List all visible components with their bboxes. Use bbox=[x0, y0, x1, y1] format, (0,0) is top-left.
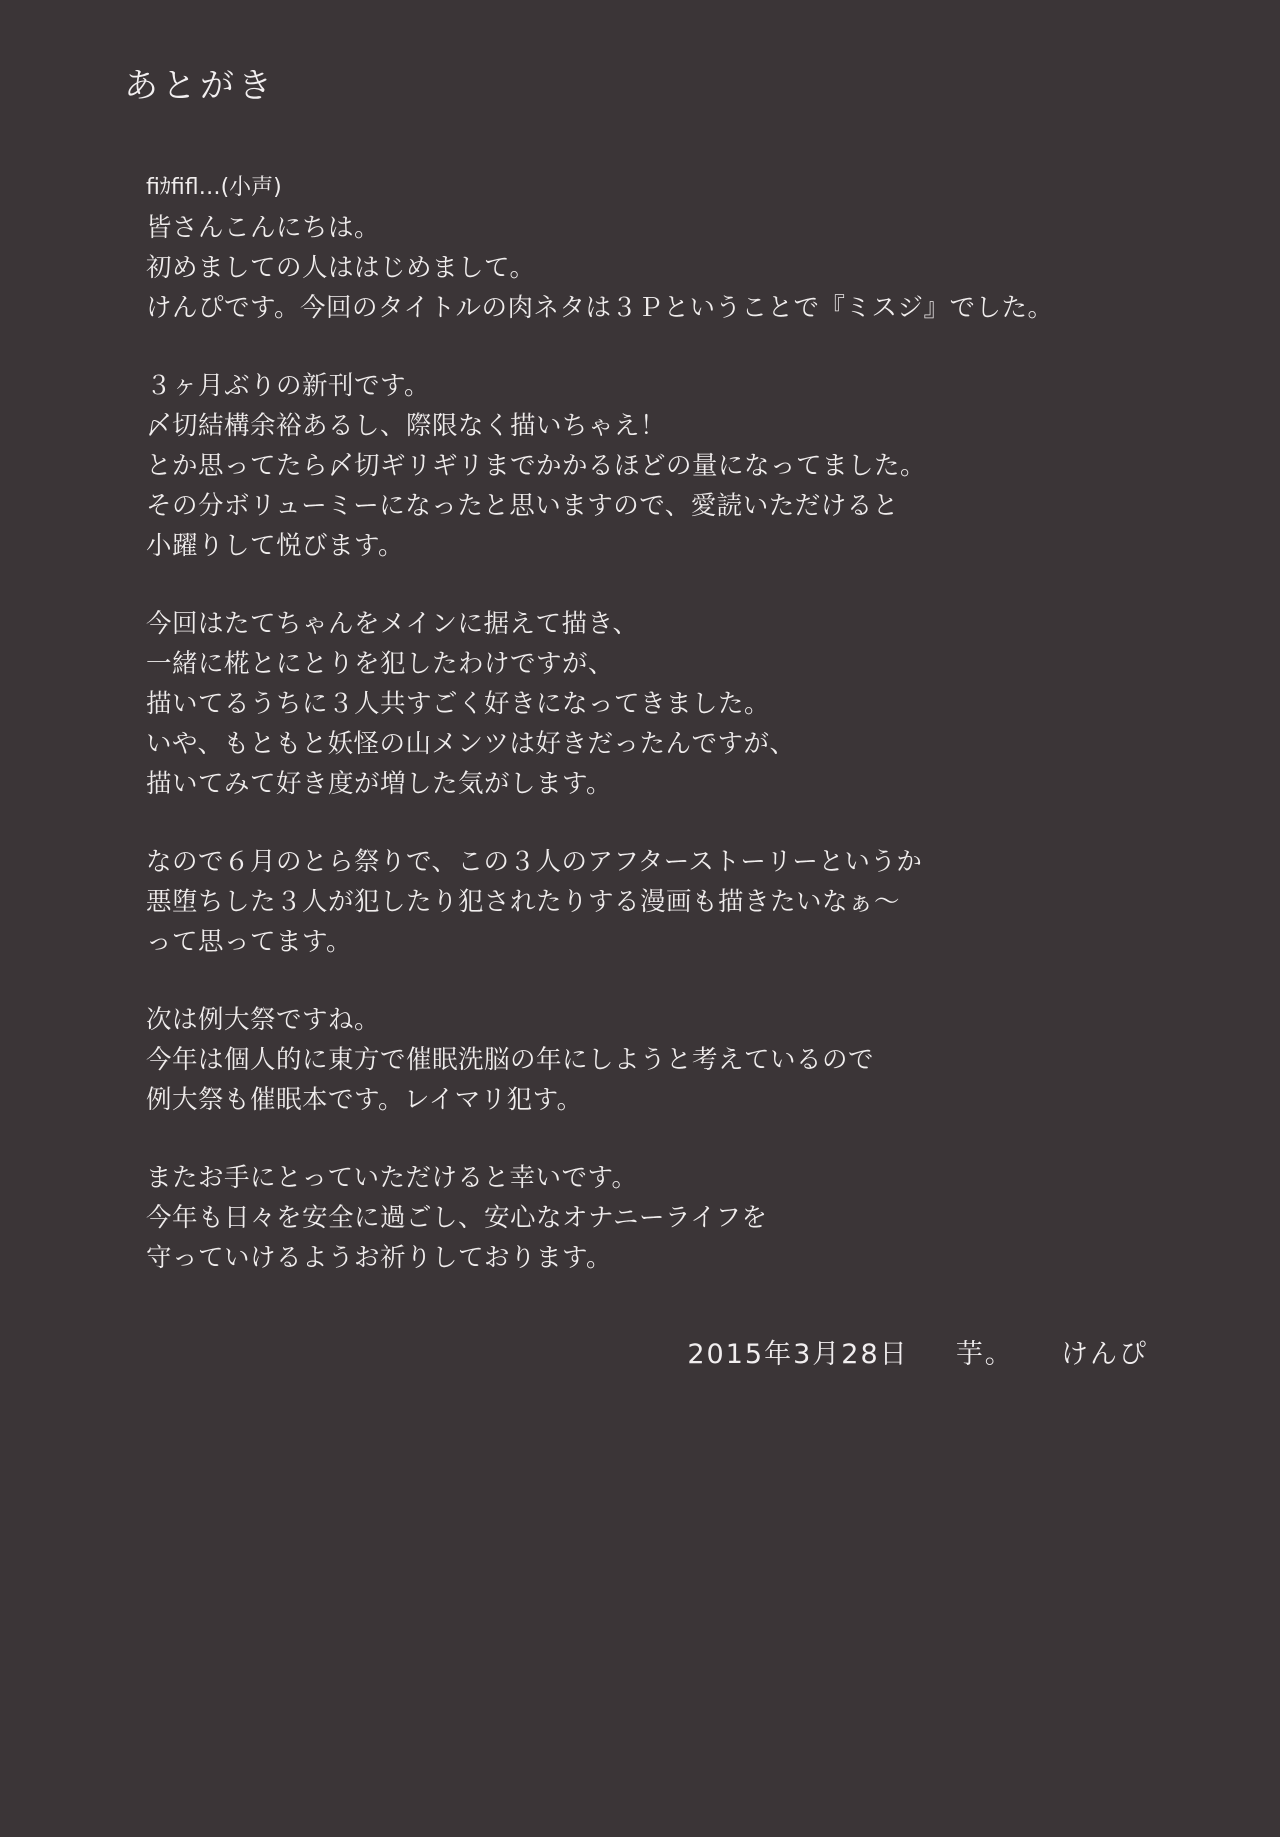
afterword-body bbox=[146, 168, 1126, 1278]
signature-mark: 芋。 bbox=[955, 1339, 1014, 1370]
paragraph bbox=[146, 604, 1126, 804]
text-line: 守っていけるようお祈りしております。 bbox=[146, 1243, 612, 1273]
text-line: その分ボリューミーになったと思いますので、愛読いただけると bbox=[146, 491, 899, 521]
text-line: またお手にとっていただけると幸いです。 bbox=[146, 1163, 638, 1193]
text-line: とか思ってたら〆切ギリギリまでかかるほどの量になってました。 bbox=[146, 451, 927, 481]
paragraph bbox=[146, 168, 1126, 328]
text-line: 一緒に椛とにとりを犯したわけですが、 bbox=[146, 649, 615, 679]
text-line: 今年は個人的に東方で催眠洗脳の年にしようと考えているので bbox=[146, 1045, 875, 1075]
paragraph bbox=[146, 1000, 1126, 1120]
text-line: ３ヶ月ぶりの新刊です。 bbox=[146, 371, 430, 401]
text-line: って思ってます。 bbox=[146, 927, 352, 957]
signature-author: けんぴ bbox=[1061, 1339, 1148, 1370]
text-line: 描いてみて好き度が増した気がします。 bbox=[146, 769, 612, 799]
text-line: なので６月のとら祭りで、この３人のアフターストーリーというか bbox=[146, 847, 923, 877]
text-line: 皆さんこんにちは。 bbox=[146, 213, 381, 243]
paragraph bbox=[146, 1158, 1126, 1278]
text-line: 悪堕ちした３人が犯したり犯されたりする漫画も描きたいなぁ〜 bbox=[146, 887, 901, 917]
text-line: 次は例大祭ですね。 bbox=[146, 1005, 381, 1035]
page-title: あとがき bbox=[124, 66, 276, 106]
signature-line bbox=[687, 1332, 1148, 1371]
paragraph bbox=[146, 366, 1126, 566]
text-line: 描いてるうちに３人共すごく好きになってきました。 bbox=[146, 689, 771, 719]
text-line: ﬁｶﬁﬂ…(小声) bbox=[146, 175, 282, 200]
text-line: 例大祭も催眠本です。レイマリ犯す。 bbox=[146, 1085, 583, 1115]
signature-date: 2015年3月28日 bbox=[687, 1339, 909, 1370]
text-line: 今回はたてちゃんをメインに据えて描き、 bbox=[146, 609, 639, 639]
text-line: 小躍りして悦びます。 bbox=[146, 531, 404, 561]
text-line: 〆切結構余裕あるし、際限なく描いちゃえ！ bbox=[146, 411, 667, 441]
text-line: 今年も日々を安全に過ごし、安心なオナニーライフを bbox=[146, 1203, 768, 1233]
text-line: いや、もともと妖怪の山メンツは好きだったんですが、 bbox=[146, 729, 796, 759]
text-line: 初めましての人ははじめまして。 bbox=[146, 253, 536, 283]
paragraph bbox=[146, 842, 1126, 962]
text-line: けんぴです。今回のタイトルの肉ネタは３Ｐということで『ミスジ』でした。 bbox=[146, 293, 1054, 323]
